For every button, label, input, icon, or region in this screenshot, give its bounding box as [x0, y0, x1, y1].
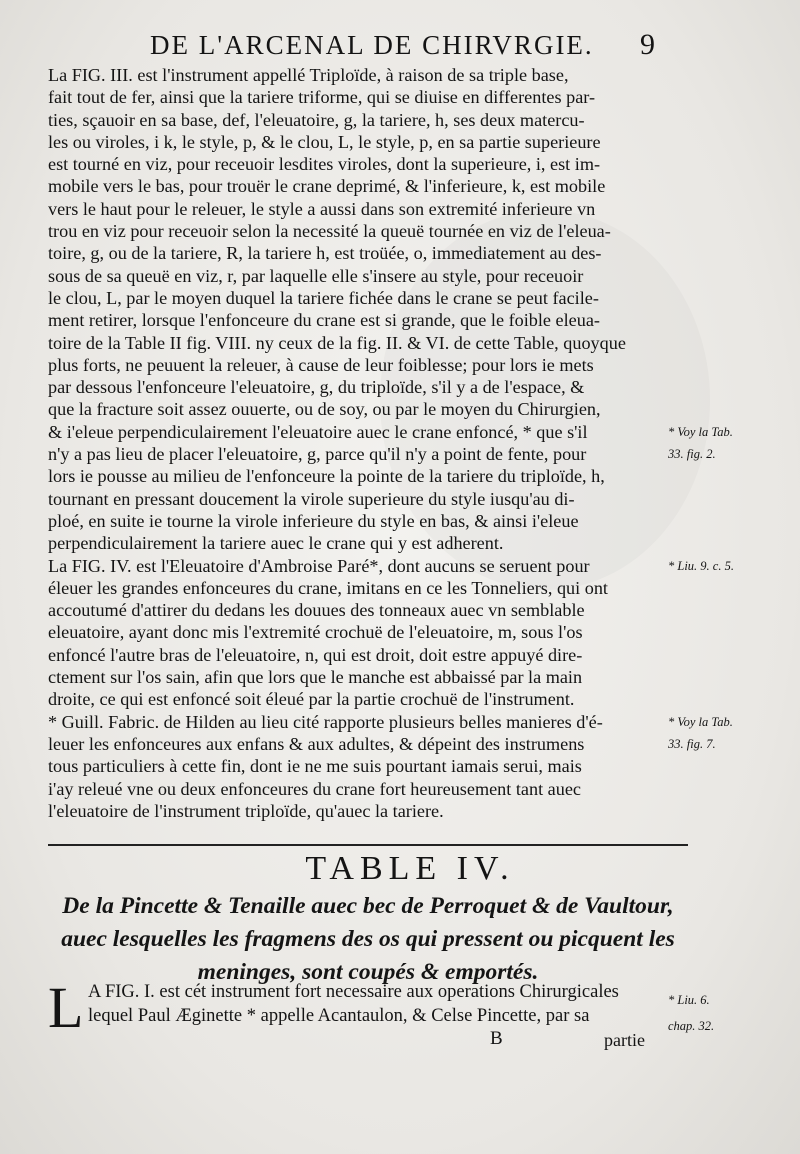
- body-text: [48, 64, 658, 822]
- subtitle-line: auec lesquelles les fragmens des os qui pressent ou picquent les: [61, 926, 675, 952]
- text-line: n'y a pas lieu de placer l'eleuatoire, g, parce qu'il n'y a point de fente, pour: [48, 444, 587, 465]
- text-line: l'eleuatoire de l'instrument triploïde, qu'auec la tariere.: [48, 800, 444, 821]
- margin-note: 33. fig. 7.: [668, 737, 716, 751]
- margin-note: chap. 32.: [668, 1019, 715, 1033]
- text-line: perpendiculairement la tariere auec le crane qui y est adherent.: [48, 533, 504, 554]
- signature-mark: B: [490, 1028, 503, 1049]
- text-line: ties, sçauoir en sa base, def, l'eleuatoire, g, la tariere, h, ses deux matercu-: [48, 109, 585, 130]
- text-line: * Guill. Fabric. de Hilden au lieu cité rapporte plusieurs belles manieres d'é-: [48, 711, 603, 732]
- running-title: DE L'ARCENAL DE CHIRVRGIE.: [150, 30, 594, 60]
- page-number: 9: [640, 28, 655, 61]
- text-line: accoutumé d'attirer du dedans les douues des tonneaux auec vn semblable: [48, 600, 585, 621]
- margin-note: 33. fig. 2.: [668, 447, 716, 462]
- margin-note: * Voy la Tab.: [668, 714, 733, 729]
- text-line: La FIG. IV. est l'Eleuatoire d'Ambroise Paré*, dont aucuns se seruent pour: [48, 555, 590, 576]
- table-heading: TABLE IV.: [305, 850, 515, 887]
- text-line: enfoncé l'autre bras de l'eleuatoire, n, qui est droit, doit estre appuyé dire-: [48, 644, 583, 665]
- text-line: le clou, L, par le moyen duquel la tariere fichée dans le crane se peut facile-: [48, 287, 599, 308]
- text-line: droite, ce qui est enfoncé soit éleué par la partie crochuë de l'instrument.: [48, 689, 575, 710]
- text-line: vers le haut pour le releuer, le style a aussi dans son extremité inferieure vn: [48, 198, 596, 219]
- text-line: ploé, en suite ie tourne la virole inferieure du style en bas, & ainsi i'eleue: [48, 510, 579, 531]
- text-line: ctement sur l'os sain, afin que lors que le manche est abbaissé par la main: [48, 667, 583, 688]
- text-line: ment retirer, lorsque l'enfonceure du crane est si grande, que le foible eleua-: [48, 310, 600, 331]
- text-line: tournant en pressant doucement la virole superieure du style iusqu'au di-: [48, 488, 575, 509]
- text-line: La FIG. III. est l'instrument appellé Triploïde, à raison de sa triple base,: [48, 65, 569, 85]
- text-line: eleuatoire, ayant donc mis l'extremité crochuë de l'eleuatoire, m, sous l'os: [48, 622, 583, 643]
- section-rule: [48, 844, 688, 846]
- margin-note: * Liu. 9. c. 5.: [668, 558, 734, 573]
- text-line: & i'eleue perpendiculairement l'eleuatoire auec le crane enfoncé, * que s'il: [48, 421, 588, 442]
- margin-note: * Liu. 6.: [668, 993, 710, 1007]
- catchword: partie: [604, 1030, 645, 1050]
- text-line: par dessous l'enfonceure l'eleuatoire, g, du triploïde, s'il y a de l'espace, &: [48, 377, 585, 398]
- text-line: tous particuliers à cette fin, dont ie ne me suis pourtant iamais serui, mais: [48, 756, 582, 777]
- table-subtitle: [48, 890, 688, 989]
- text-line: toire de la Table II fig. VIII. ny ceux de la fig. II. & VI. de cette Table, quoyque: [48, 332, 626, 353]
- text-line: mobile vers le bas, pour trouër le crane deprimé, & l'inferieure, k, est mobile: [48, 176, 606, 197]
- text-line: leuer les enfonceures aux enfans & aux adultes, & dépeint des instrumens: [48, 733, 585, 754]
- text-line: est tourné en viz, pour receuoir lesdites viroles, dont la superieure, i, est im-: [48, 154, 601, 175]
- text-line: lors ie pousse au milieu de l'enfonceure la pointe de la tariere du triploïde, h,: [48, 466, 605, 487]
- text-line: sous de sa queuë en viz, r, par laquelle elle s'insere au style, pour receuoir: [48, 265, 584, 286]
- paragraph-line: A FIG. I. est cét instrument fort necessaire aux operations Chirurgicales: [88, 982, 619, 1002]
- text-line: toire, g, ou de la tariere, R, la tariere h, est troüée, o, immediatement au des-: [48, 243, 602, 264]
- text-line: que la fracture soit assez ouuerte, ou de soy, ou par le moyen du Chirurgien,: [48, 399, 601, 420]
- text-line: i'ay releué vne ou deux enfonceures du crane fort heureusement tant auec: [48, 778, 581, 799]
- text-line: trou en viz pour receuoir selon la necessité la queuë tournée en viz de l'eleua-: [48, 221, 611, 242]
- text-line: éleuer les grandes enfonceures du crane, imitans en ce les Tonneliers, qui ont: [48, 577, 608, 598]
- text-line: les ou viroles, i k, le style, p, & le clou, L, le style, p, en sa partie superieure: [48, 131, 601, 152]
- drop-cap: L: [48, 975, 84, 1040]
- text-line: fait tout de fer, ainsi que la tariere triforme, qui se diuise en differentes par-: [48, 87, 596, 108]
- subtitle-line: De la Pincette & Tenaille auec bec de Perroquet & de Vaultour,: [62, 893, 674, 919]
- text-line: plus forts, ne peuuent la releuer, à cause de leur foiblesse; pour lors ie mets: [48, 354, 594, 375]
- subtitle-line: meninges, sont coupés & emportés.: [197, 959, 539, 985]
- paragraph-line: lequel Paul Æginette * appelle Acantaulon, & Celse Pincette, par sa: [88, 1006, 590, 1026]
- margin-note: * Voy la Tab.: [668, 424, 733, 439]
